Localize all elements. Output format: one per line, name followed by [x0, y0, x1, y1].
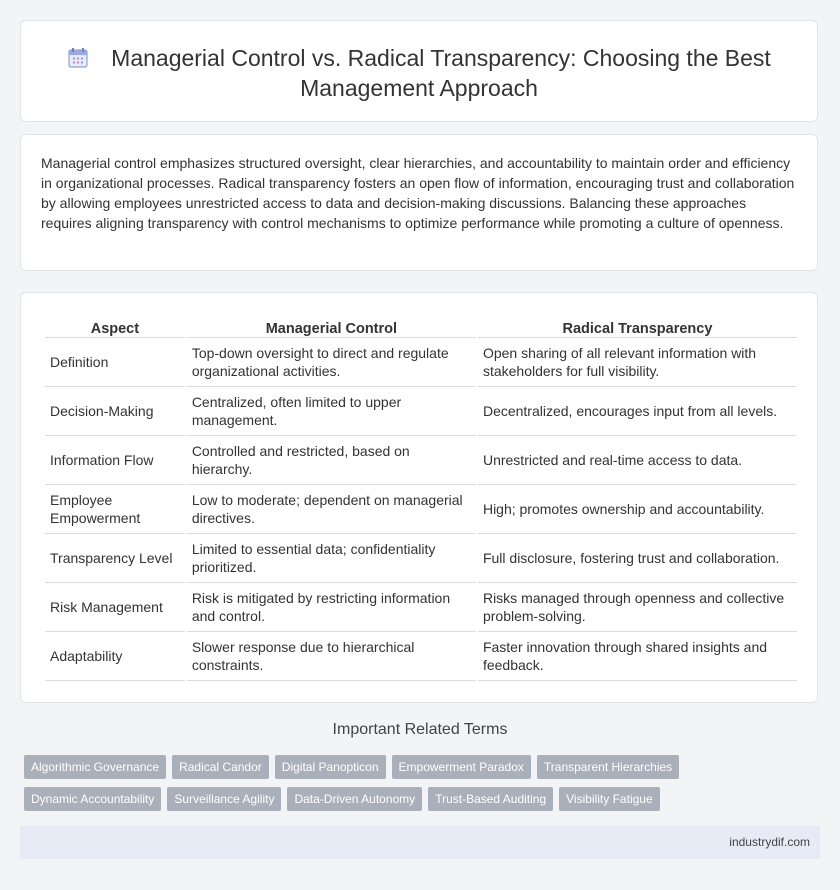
managerial-control-cell: Risk is mitigated by restricting information and control.: [187, 583, 476, 632]
comparison-table: [43, 315, 799, 681]
page-title: Managerial Control vs. Radical Transparency: Choosing the Best Management Approach: [111, 45, 771, 101]
radical-transparency-cell: Unrestricted and real-time access to data.: [478, 436, 797, 485]
aspect-cell: Risk Management: [45, 583, 185, 632]
tag-empowerment-paradox[interactable]: Empowerment Paradox: [392, 755, 531, 779]
header-managerial-control: Managerial Control: [187, 315, 476, 338]
managerial-control-cell: Limited to essential data; confidentiality prioritized.: [187, 534, 476, 583]
managerial-control-cell: Controlled and restricted, based on hierarchy.: [187, 436, 476, 485]
table-row: [45, 632, 797, 681]
tag-radical-candor[interactable]: Radical Candor: [172, 755, 269, 779]
intro-paragraph: Managerial control emphasizes structured oversight, clear hierarchies, and accountability to maintain order and efficiency in organizational processes. Radical transparency fosters an open flow of information, encouraging trust and collaboration by allowing employees unrestricted access to data and decision-making discussions. Balancing these approaches requires aligning transparency with control mechanisms to optimize performance while promoting a culture of openness.: [41, 155, 795, 231]
header-radical-transparency: Radical Transparency: [478, 315, 797, 338]
footer-site-link[interactable]: industrydif.com: [729, 835, 810, 849]
table-row: [45, 534, 797, 583]
tag-data-driven-autonomy[interactable]: Data-Driven Autonomy: [287, 787, 422, 811]
tag-digital-panopticon[interactable]: Digital Panopticon: [275, 755, 386, 779]
tag-dynamic-accountability[interactable]: Dynamic Accountability: [24, 787, 161, 811]
managerial-control-cell: Slower response due to hierarchical constraints.: [187, 632, 476, 681]
aspect-cell: Decision-Making: [45, 387, 185, 436]
table-row: [45, 436, 797, 485]
aspect-cell: Employee Empowerment: [45, 485, 185, 534]
aspect-cell: Definition: [45, 338, 185, 387]
tag-algorithmic-governance[interactable]: Algorithmic Governance: [24, 755, 166, 779]
footer: [20, 826, 820, 859]
table-row: [45, 583, 797, 632]
managerial-control-cell: Top-down oversight to direct and regulate organizational activities.: [187, 338, 476, 387]
radical-transparency-cell: High; promotes ownership and accountability.: [478, 485, 797, 534]
table-row: [45, 338, 797, 387]
comparison-card: [20, 292, 818, 703]
calendar-icon: [67, 47, 89, 69]
aspect-cell: Information Flow: [45, 436, 185, 485]
table-header-row: [45, 315, 797, 338]
tag-trust-based-auditing[interactable]: Trust-Based Auditing: [428, 787, 553, 811]
tag-surveillance-agility[interactable]: Surveillance Agility: [167, 787, 281, 811]
table-row: [45, 387, 797, 436]
related-terms-heading: Important Related Terms: [332, 721, 508, 738]
managerial-control-cell: Low to moderate; dependent on managerial directives.: [187, 485, 476, 534]
radical-transparency-cell: Decentralized, encourages input from all levels.: [478, 387, 797, 436]
aspect-cell: Transparency Level: [45, 534, 185, 583]
radical-transparency-cell: Open sharing of all relevant information with stakeholders for full visibility.: [478, 338, 797, 387]
tag-transparent-hierarchies[interactable]: Transparent Hierarchies: [537, 755, 679, 779]
table-row: [45, 485, 797, 534]
radical-transparency-cell: Full disclosure, fostering trust and collaboration.: [478, 534, 797, 583]
title-card: [20, 20, 818, 122]
page-title-wrap: [21, 43, 817, 103]
radical-transparency-cell: Risks managed through openness and collective problem-solving.: [478, 583, 797, 632]
managerial-control-cell: Centralized, often limited to upper management.: [187, 387, 476, 436]
tag-row-2: [24, 787, 666, 811]
radical-transparency-cell: Faster innovation through shared insights and feedback.: [478, 632, 797, 681]
tag-row-1: [24, 755, 685, 779]
header-aspect: Aspect: [45, 315, 185, 338]
aspect-cell: Adaptability: [45, 632, 185, 681]
intro-card: [20, 134, 818, 271]
tag-visibility-fatigue[interactable]: Visibility Fatigue: [559, 787, 659, 811]
